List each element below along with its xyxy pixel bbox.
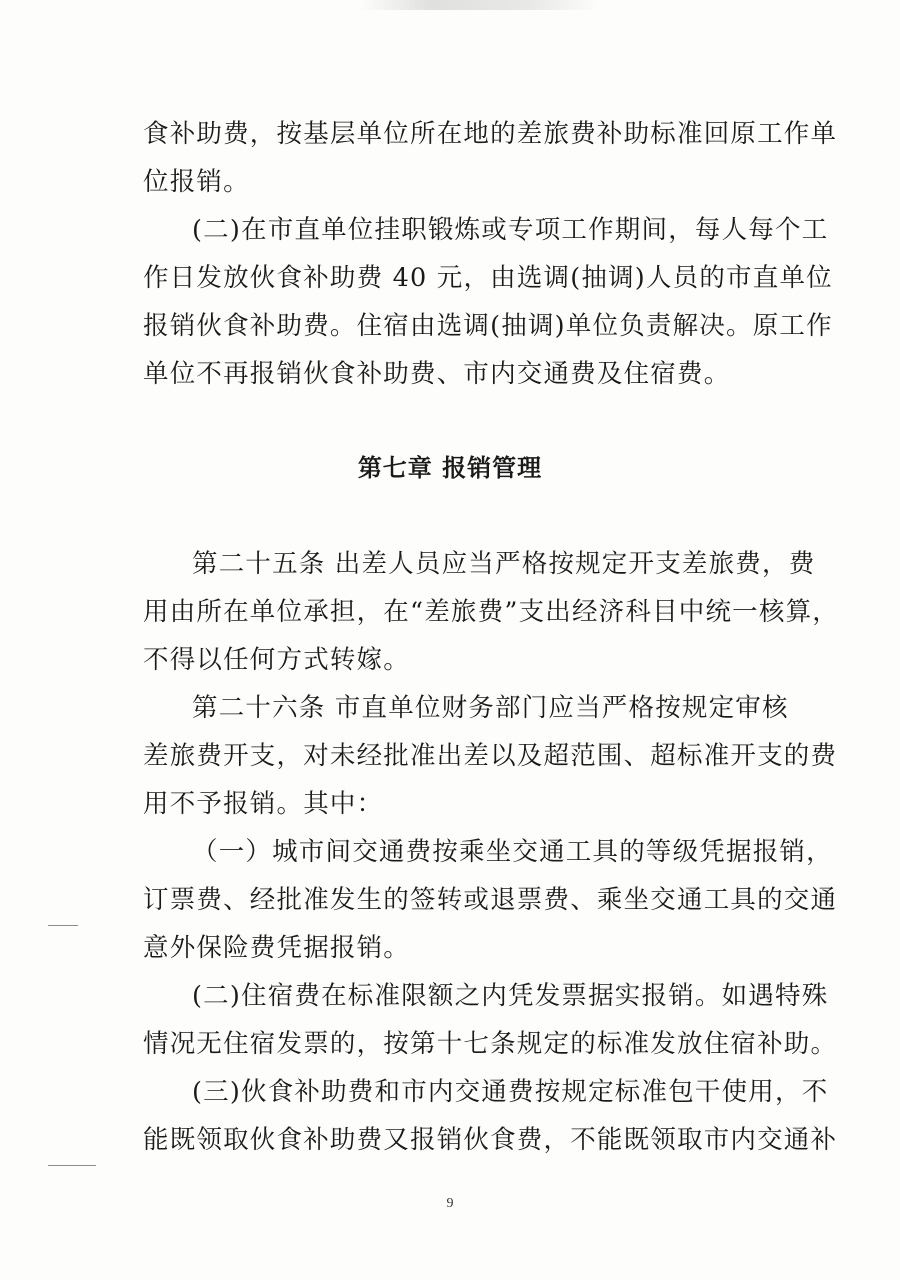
- paragraph-line: 差旅费开支，对未经批准出差以及超范围、超标准开支的费: [143, 741, 838, 771]
- paragraph-line: （一）城市间交通费按乘坐交通工具的等级凭据报销，: [192, 837, 833, 867]
- paragraph-line: 报销伙食补助费。住宿由选调(抽调)单位负责解决。原工作: [143, 311, 833, 341]
- paragraph-line: (二)在市直单位挂职锻炼或专项工作期间，每人每个工: [192, 215, 829, 245]
- scan-mark: [48, 1165, 96, 1166]
- paragraph-line: (三)伙食补助费和市内交通费按规定标准包干使用，不: [192, 1077, 829, 1107]
- scan-smudge: [360, 0, 600, 10]
- paragraph-line: 情况无住宿发票的，按第十七条规定的标准发放住宿补助。: [143, 1029, 838, 1059]
- paragraph-line: 用不予报销。其中：: [143, 789, 384, 819]
- paragraph-line: 不得以任何方式转嫁。: [143, 645, 411, 675]
- paragraph-line: 第二十五条 出差人员应当严格按规定开支差旅费，费: [192, 549, 816, 579]
- scan-mark: [48, 925, 78, 926]
- paragraph-line: 订票费、经批准发生的签转或退票费、乘坐交通工具的交通: [143, 885, 838, 915]
- paragraph-line: 能既领取伙食补助费又报销伙食费，不能既领取市内交通补: [143, 1125, 838, 1155]
- paragraph-line: 位报销。: [143, 167, 250, 197]
- paragraph-line: (二)住宿费在标准限额之内凭发票据实报销。如遇特殊: [192, 981, 829, 1011]
- chapter-heading: 第七章 报销管理: [357, 454, 543, 482]
- paragraph-line: 意外保险费凭据报销。: [143, 933, 411, 963]
- paragraph-line: 食补助费，按基层单位所在地的差旅费补助标准回原工作单: [143, 119, 838, 149]
- paragraph-line: 第二十六条 市直单位财务部门应当严格按规定审核: [192, 693, 789, 723]
- page-number: 9: [446, 1196, 454, 1211]
- paragraph-line: 单位不再报销伙食补助费、市内交通费及住宿费。: [143, 359, 731, 389]
- paragraph-line: 用由所在单位承担，在“差旅费”支出经济科目中统一核算，: [143, 597, 839, 627]
- paragraph-line: 作日发放伙食补助费 40 元，由选调(抽调)人员的市直单位: [143, 263, 833, 293]
